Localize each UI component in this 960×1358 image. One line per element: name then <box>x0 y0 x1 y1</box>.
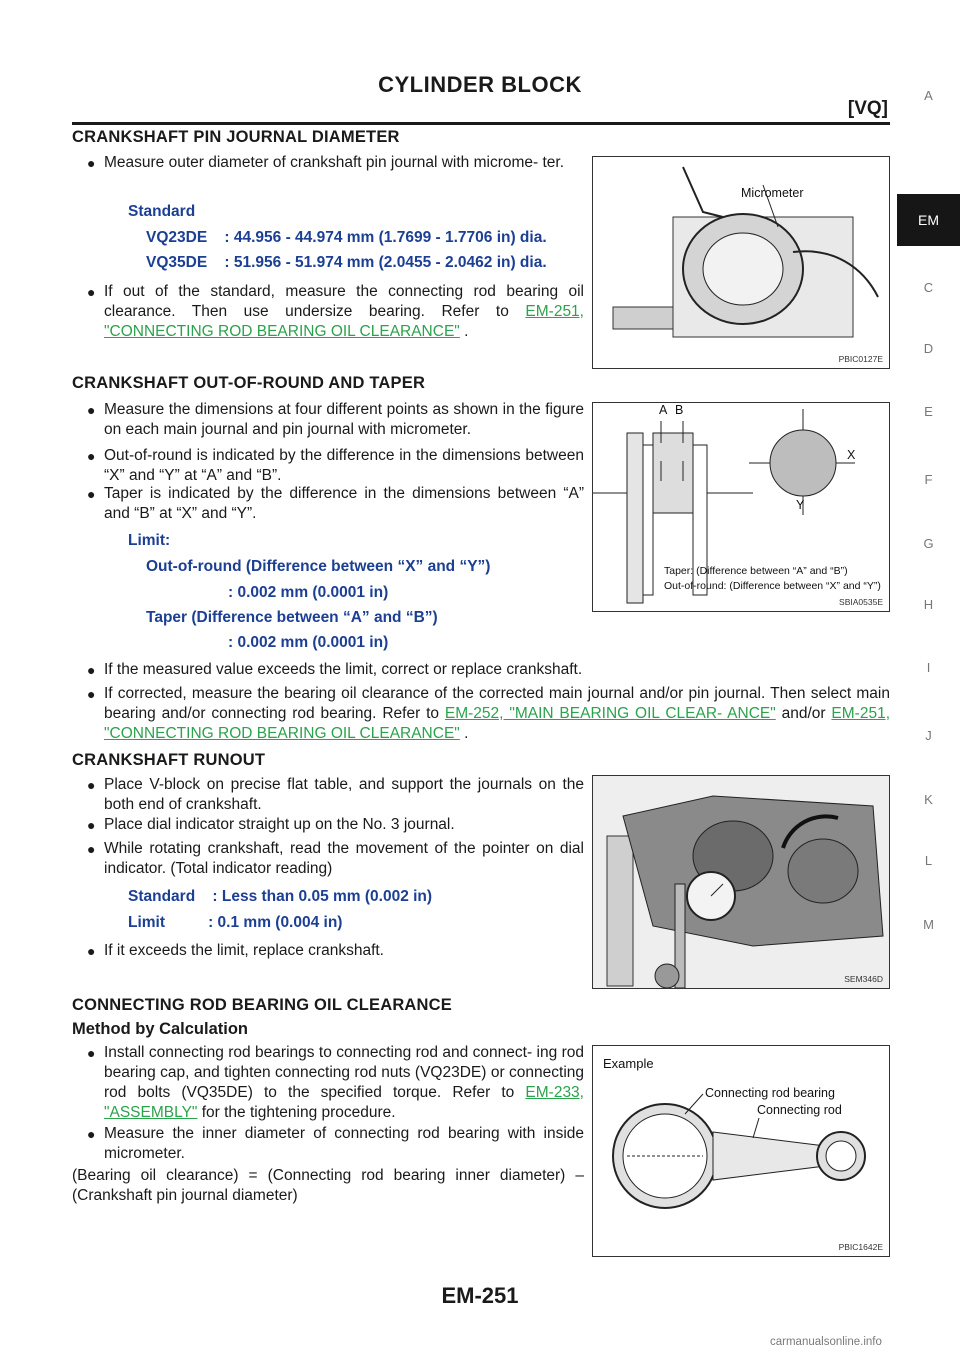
section-heading-runout: CRANKSHAFT RUNOUT <box>72 751 266 769</box>
figure-runout <box>592 775 890 989</box>
figure-caption: Out-of-round: (Difference between “X” and “Y”) <box>664 580 881 592</box>
bullet-icon: ● <box>87 777 96 793</box>
bullet-icon: ● <box>87 686 96 702</box>
spec-title: Standard <box>128 203 196 220</box>
limit-row: Taper (Difference between “A” and “B”) <box>146 609 438 626</box>
tab-j[interactable]: J <box>925 728 932 743</box>
spec-row: Limit : 0.1 mm (0.004 in) <box>128 914 343 931</box>
tab-d[interactable]: D <box>923 341 934 356</box>
header-rule <box>72 122 890 125</box>
tab-h[interactable]: H <box>923 597 934 612</box>
tab-em[interactable]: EM <box>897 194 960 246</box>
bullet-item: ● While rotating crankshaft, read the movement of the pointer on dial indicator. (Total indicator reading) <box>87 840 584 877</box>
bullet-icon: ● <box>87 943 96 959</box>
section-tabs <box>897 0 960 1358</box>
figure-label-x: X <box>847 448 856 462</box>
bullet-icon: ● <box>87 448 96 464</box>
bullet-icon: ● <box>87 817 96 833</box>
section-heading-pin-journal: CRANKSHAFT PIN JOURNAL DIAMETER <box>72 128 400 146</box>
figure-code: PBIC0127E <box>838 354 883 364</box>
tab-m[interactable]: M <box>923 917 934 932</box>
spec-row: Standard : Less than 0.05 mm (0.002 in) <box>128 888 433 905</box>
limit-row: Out-of-round (Difference between “X” and “Y”) <box>146 558 491 575</box>
bullet-item: ● Measure outer diameter of crankshaft pin journal with microme- ter. <box>87 154 565 171</box>
bullet-item: ● If corrected, measure the bearing oil clearance of the corrected main journal and/or pin journal. Then select main bearing and/or connecting rod bearing. Refer to EM-252, "MAIN BEARING OIL CLEAR- ANCE" and/or EM-251, "CONNECTING ROD BEARING OIL CLEARANCE" . <box>87 685 891 742</box>
link-em233[interactable]: EM-233, "ASSEMBLY" <box>104 1084 584 1121</box>
tab-c[interactable]: C <box>923 280 934 295</box>
link-em252[interactable]: EM-252, "MAIN BEARING OIL CLEAR- ANCE" <box>444 705 776 722</box>
bullet-item: ● Out-of-round is indicated by the difference in the dimensions between “X” and “Y” at “A” and “B”. <box>87 447 584 484</box>
watermark: carmanualsonline.info <box>770 1336 882 1348</box>
bullet-item: ● Place dial indicator straight up on the No. 3 journal. <box>87 816 455 833</box>
clearance-formula: (Bearing oil clearance) = (Connecting rod bearing inner diameter) – (Crankshaft pin journal diameter) <box>72 1167 584 1204</box>
bullet-item: ● Measure the dimensions at four different points as shown in the figure on each main journal and pin journal with micrometer. <box>87 401 584 438</box>
bullet-item: ● If the measured value exceeds the limit, correct or replace crankshaft. <box>87 661 583 678</box>
figure-label-b: B <box>675 403 684 417</box>
tab-f[interactable]: F <box>924 472 933 487</box>
engine-tag: [VQ] <box>847 98 888 119</box>
spec-row: VQ23DE : 44.956 - 44.974 mm (1.7699 - 1.7706 in) dia. <box>146 229 547 246</box>
bullet-icon: ● <box>87 841 96 857</box>
figure-label-a: A <box>659 403 668 417</box>
bullet-icon: ● <box>87 284 96 300</box>
subheading-method: Method by Calculation <box>72 1020 249 1038</box>
page-number: EM-251 <box>441 1283 519 1308</box>
bullet-item: ● If out of the standard, measure the connecting rod bearing oil clearance. Then use undersize bearing. Refer to EM-251, "CONNECTING ROD BEARING OIL CLEARANCE" . <box>87 283 584 340</box>
tab-i[interactable]: I <box>926 660 931 675</box>
figure-code: SEM346D <box>844 974 883 984</box>
figure-label: Connecting rod <box>757 1103 842 1117</box>
figure-connecting-rod <box>592 1045 890 1257</box>
figure-title: Example <box>603 1056 654 1071</box>
bullet-item: ● Install connecting rod bearings to connecting rod and connect- ing rod bearing cap, and tighten connecting rod nuts (VQ23DE) or connecting rod bolts (VQ35DE) to the specified torque. Refer to EM-233, "ASSEMBLY" for the tightening procedure. <box>87 1044 584 1121</box>
bullet-item: ● Measure the inner diameter of connecting rod bearing with inside micrometer. <box>87 1125 584 1162</box>
figure-label: Micrometer <box>741 186 804 200</box>
bullet-icon: ● <box>87 1045 96 1061</box>
figure-code: PBIC1642E <box>838 1242 883 1252</box>
bullet-item: ● Taper is indicated by the difference in the dimensions between “A” and “B” at “X” and “Y”. <box>87 485 584 522</box>
tab-g[interactable]: G <box>923 536 934 551</box>
bullet-icon: ● <box>87 155 96 171</box>
page-title: CYLINDER BLOCK <box>378 72 582 97</box>
connecting-rod-illustration <box>593 1046 889 1256</box>
limit-row: : 0.002 mm (0.0001 in) <box>228 634 389 651</box>
runout-illustration <box>593 776 889 988</box>
link-em251[interactable]: EM-251, "CONNECTING ROD BEARING OIL CLEARANCE" <box>104 303 584 340</box>
tab-e[interactable]: E <box>924 404 933 419</box>
tab-k[interactable]: K <box>924 792 933 807</box>
spec-row: VQ35DE : 51.956 - 51.974 mm (2.0455 - 2.0462 in) dia. <box>146 254 547 271</box>
bullet-icon: ● <box>87 662 96 678</box>
figure-micrometer <box>592 156 890 369</box>
bullet-item: ● Place V-block on precise flat table, and support the journals on the both end of crankshaft. <box>87 776 584 813</box>
section-heading-rod-bearing: CONNECTING ROD BEARING OIL CLEARANCE <box>72 996 452 1014</box>
link-em251[interactable]: EM-251, "CONNECTING ROD BEARING OIL CLEARANCE" <box>104 705 891 742</box>
figure-code: SBIA0535E <box>839 597 883 607</box>
section-heading-out-of-round: CRANKSHAFT OUT-OF-ROUND AND TAPER <box>72 374 426 392</box>
bullet-item: ● If it exceeds the limit, replace crankshaft. <box>87 942 384 959</box>
figure-label: Connecting rod bearing <box>705 1086 835 1100</box>
figure-journal-points <box>592 402 890 612</box>
tab-l[interactable]: L <box>924 853 933 868</box>
bullet-icon: ● <box>87 486 96 502</box>
bullet-icon: ● <box>87 1126 96 1142</box>
figure-caption: Taper: (Difference between “A” and “B”) <box>664 565 848 577</box>
limit-title: Limit: <box>128 532 171 549</box>
limit-row: : 0.002 mm (0.0001 in) <box>228 584 389 601</box>
bullet-icon: ● <box>87 402 96 418</box>
tab-a[interactable]: A <box>924 88 933 103</box>
figure-label-y: Y <box>796 498 805 512</box>
